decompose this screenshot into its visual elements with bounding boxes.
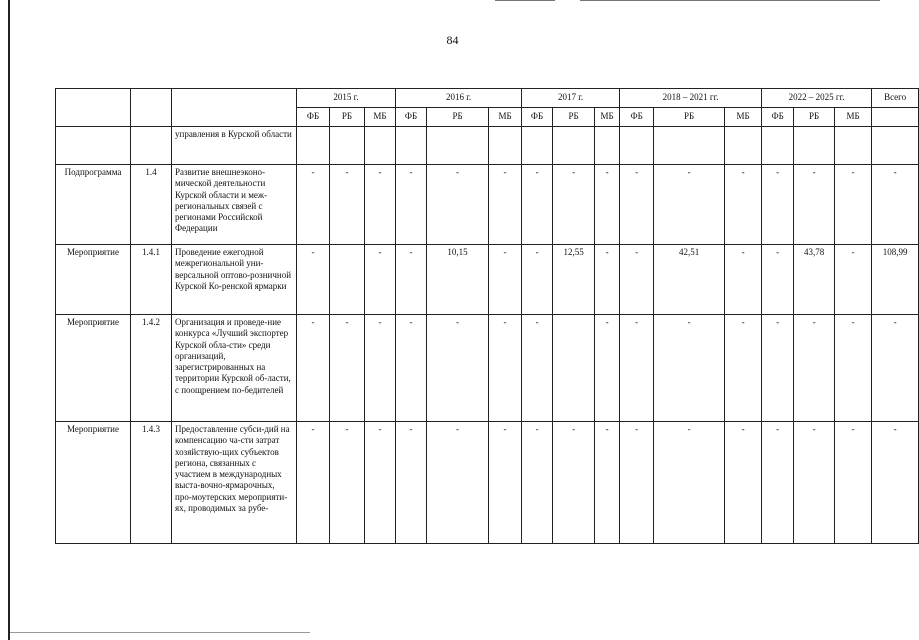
row-name: Организация и проведе-ние конкурса «Лучший экспортер Курской обла-сти» среди организаций, зарегистрированных на территории Курской об-ласти, с поощрением по-бедителей [172, 315, 297, 422]
row-value: - [489, 165, 522, 245]
row-value: - [794, 165, 835, 245]
header-year: 2016 г. [396, 89, 522, 108]
row-value: - [427, 422, 489, 544]
row-value: - [396, 165, 427, 245]
row-value: - [725, 165, 762, 245]
row-code: 1.4.3 [131, 422, 172, 544]
header-fund: МБ [835, 108, 872, 127]
row-name: Предоставление субси-дий на компенсацию ча-сти затрат хозяйствую-щих субъектов региона, связанных с участием в международных выста-вочно-ярмарочных, про-моутерских мероприяти-ях, проводимых за рубе- [172, 422, 297, 544]
row-total-value: 108,99 [872, 245, 919, 315]
row-value: - [522, 422, 553, 544]
row-value: - [595, 315, 620, 422]
header-name-cell [172, 89, 297, 127]
row-value: - [489, 422, 522, 544]
row-value: - [835, 422, 872, 544]
row-value: 42,51 [654, 245, 725, 315]
row-type: Мероприятие [56, 422, 131, 544]
header-row-years [56, 89, 919, 108]
row-value: 43,78 [794, 245, 835, 315]
row-value: - [595, 165, 620, 245]
row-value: - [489, 315, 522, 422]
scan-top-line [580, 0, 880, 1]
row-value: - [427, 315, 489, 422]
header-type-cell [56, 89, 131, 127]
row-value: - [762, 422, 794, 544]
table-row [56, 315, 919, 422]
row-value [365, 127, 396, 165]
row-value: - [762, 315, 794, 422]
header-fund: РБ [553, 108, 595, 127]
row-value: - [595, 245, 620, 315]
row-value [794, 127, 835, 165]
row-value: - [297, 315, 330, 422]
header-fund: МБ [365, 108, 396, 127]
row-value: - [620, 165, 654, 245]
row-value [427, 127, 489, 165]
header-year: 2017 г. [522, 89, 620, 108]
row-value [297, 127, 330, 165]
row-code: 1.4 [131, 165, 172, 245]
row-value: - [654, 422, 725, 544]
row-value: - [762, 165, 794, 245]
header-fund-total-blank [872, 108, 919, 127]
header-fund: МБ [489, 108, 522, 127]
row-value: - [297, 245, 330, 315]
row-value [522, 127, 553, 165]
page-number: 84 [446, 33, 459, 47]
row-value: - [396, 245, 427, 315]
header-fund: ФБ [297, 108, 330, 127]
row-value: - [595, 422, 620, 544]
table-row [56, 165, 919, 245]
header-fund: РБ [427, 108, 489, 127]
row-code [131, 127, 172, 165]
header-year: 2022 – 2025 гг. [762, 89, 872, 108]
row-value: - [427, 165, 489, 245]
header-code-cell [131, 89, 172, 127]
row-value: - [620, 422, 654, 544]
header-fund: МБ [725, 108, 762, 127]
header-fund: РБ [330, 108, 365, 127]
header-fund: ФБ [522, 108, 553, 127]
header-fund: ФБ [762, 108, 794, 127]
row-name: Проведение ежегодной межрегиональной уни-версальной оптово-розничной Курской Ко-ренской ярмарки [172, 245, 297, 315]
funding-table [55, 88, 919, 544]
row-value: - [396, 315, 427, 422]
row-code: 1.4.2 [131, 315, 172, 422]
row-total-value: - [872, 165, 919, 245]
row-value: - [725, 245, 762, 315]
row-value: - [553, 422, 595, 544]
header-year: 2018 – 2021 гг. [620, 89, 762, 108]
row-value [330, 127, 365, 165]
header-fund: РБ [794, 108, 835, 127]
row-value [489, 127, 522, 165]
row-value: - [835, 315, 872, 422]
row-value [330, 245, 365, 315]
table-row [56, 422, 919, 544]
row-name: Развитие внешнеэконо-мической деятельности Курской области и меж-региональных связей с регионами Российской Федерации [172, 165, 297, 245]
row-name: управления в Курской области [172, 127, 297, 165]
row-value: - [725, 315, 762, 422]
row-code: 1.4.1 [131, 245, 172, 315]
header-fund: ФБ [620, 108, 654, 127]
row-total-value: - [872, 315, 919, 422]
row-type: Мероприятие [56, 315, 131, 422]
row-type [56, 127, 131, 165]
row-value: - [365, 245, 396, 315]
row-value: 10,15 [427, 245, 489, 315]
header-total: Всего [872, 89, 919, 108]
row-value: - [365, 422, 396, 544]
row-value: - [365, 165, 396, 245]
row-type: Подпрограмма [56, 165, 131, 245]
row-value: - [762, 245, 794, 315]
row-value: - [522, 165, 553, 245]
row-value: - [794, 422, 835, 544]
row-value: - [654, 165, 725, 245]
row-value [725, 127, 762, 165]
row-value: - [654, 315, 725, 422]
row-value [553, 315, 595, 422]
row-value [835, 127, 872, 165]
row-value: 12,55 [553, 245, 595, 315]
table-row [56, 245, 919, 315]
row-total-value [872, 127, 919, 165]
row-total-value: - [872, 422, 919, 544]
row-value: - [297, 422, 330, 544]
row-value: - [620, 245, 654, 315]
row-value: - [297, 165, 330, 245]
row-value: - [725, 422, 762, 544]
row-value: - [794, 315, 835, 422]
scan-bottom-line [10, 632, 310, 633]
header-fund: ФБ [396, 108, 427, 127]
row-value [396, 127, 427, 165]
row-type: Мероприятие [56, 245, 131, 315]
row-value: - [365, 315, 396, 422]
row-value: - [835, 245, 872, 315]
row-value [654, 127, 725, 165]
row-value: - [835, 165, 872, 245]
row-value [620, 127, 654, 165]
row-value: - [396, 422, 427, 544]
header-fund: РБ [654, 108, 725, 127]
table-row [56, 127, 919, 165]
scan-top-line [495, 0, 555, 1]
row-value: - [330, 422, 365, 544]
row-value: - [553, 165, 595, 245]
row-value [595, 127, 620, 165]
row-value: - [522, 315, 553, 422]
page-left-edge [8, 0, 10, 640]
row-value: - [620, 315, 654, 422]
row-value [762, 127, 794, 165]
row-value: - [489, 245, 522, 315]
row-value: - [330, 165, 365, 245]
row-value: - [522, 245, 553, 315]
row-value: - [330, 315, 365, 422]
row-value [553, 127, 595, 165]
header-fund: МБ [595, 108, 620, 127]
header-year: 2015 г. [297, 89, 396, 108]
